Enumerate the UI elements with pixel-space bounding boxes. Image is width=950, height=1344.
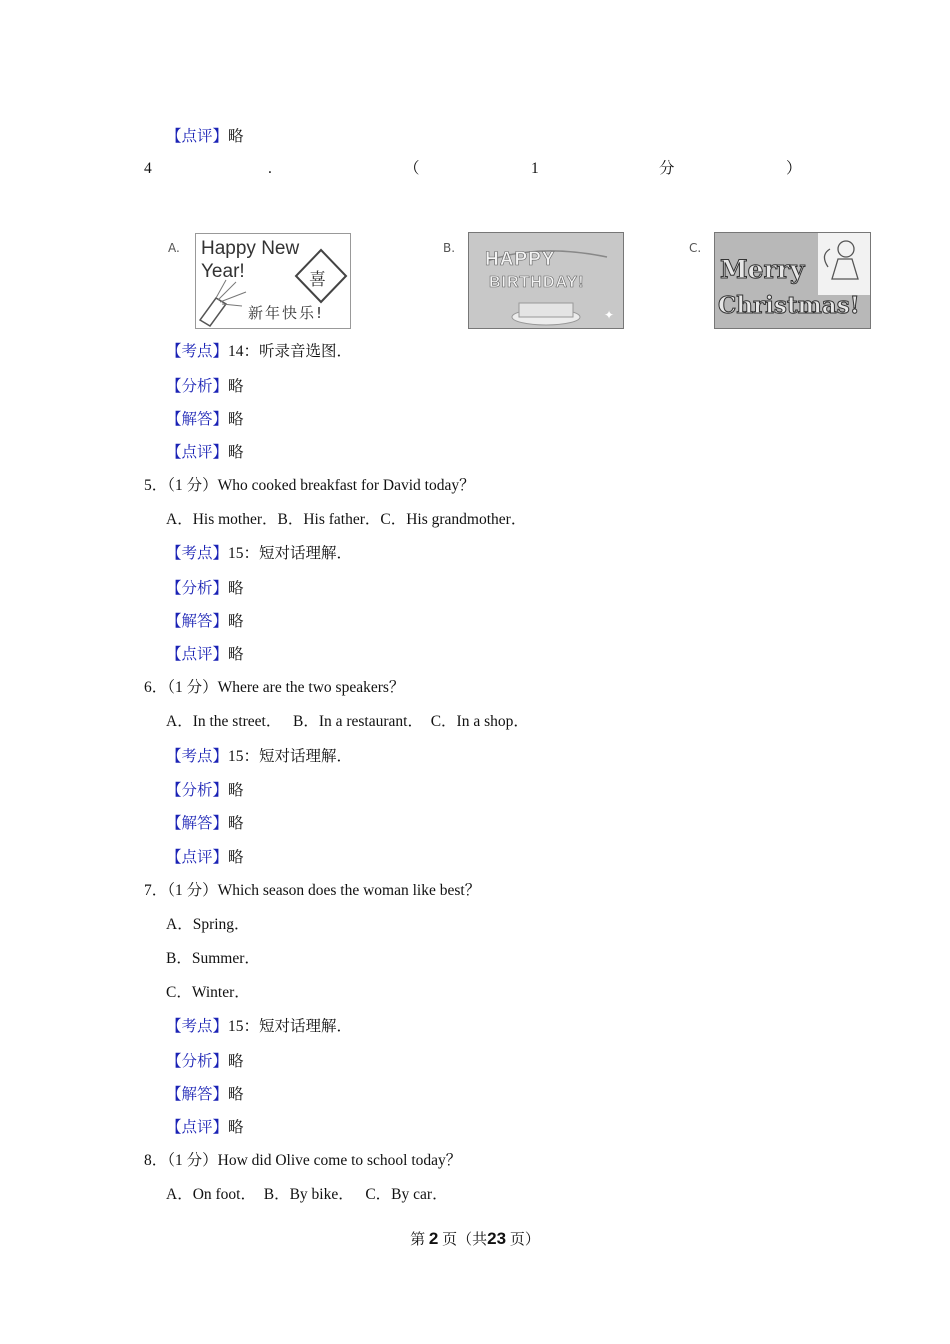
q6-stem: 6．（1 分）Where are the two speakers？ — [144, 679, 405, 696]
q4-fen: 分 — [659, 160, 675, 177]
q4-lparen: （ — [404, 160, 420, 177]
q6-kaodian — [166, 747, 352, 767]
fenxi-label: 【分析】 — [166, 1053, 229, 1070]
q6-dianping — [166, 848, 244, 868]
kaodian-value: 15：短对话理解． — [228, 545, 353, 562]
fenxi-value: 略 — [228, 1053, 244, 1070]
jieda-label: 【解答】 — [166, 815, 229, 832]
jieda-label: 【解答】 — [166, 1086, 229, 1103]
q4-number: 4 — [144, 160, 152, 177]
pic-a-firecracker — [200, 298, 226, 326]
top-remark — [166, 127, 244, 147]
jieda-label: 【解答】 — [166, 613, 229, 630]
footer-prefix: 第 — [410, 1232, 426, 1248]
pic-b-text-line2: BIRTHDAY! — [489, 274, 585, 291]
jieda-label: 【解答】 — [166, 411, 229, 428]
dianping-value: 略 — [228, 849, 244, 866]
q7-option-a: A．Spring． — [166, 916, 250, 933]
q4-rparen: ） — [786, 160, 802, 177]
q6-fenxi — [166, 781, 244, 801]
pic-a-stamp: 喜 — [309, 270, 326, 290]
q5-stem: 5．（1 分）Who cooked breakfast for David today？ — [144, 477, 475, 494]
q4-kaodian — [166, 342, 352, 362]
kaodian-label: 【考点】 — [166, 748, 229, 765]
q4-score: 1 — [531, 160, 539, 177]
jieda-value: 略 — [228, 1086, 244, 1103]
pic-b-label: B. — [443, 241, 456, 255]
q6-options: A．In the street． B．In a restaurant． C．In a shop． — [166, 713, 529, 730]
q4-fenxi — [166, 377, 244, 397]
pic-c-angel-wing — [824, 249, 830, 267]
fenxi-value: 略 — [228, 580, 244, 597]
kaodian-label: 【考点】 — [166, 545, 229, 562]
dianping-value: 略 — [228, 1119, 244, 1136]
pic-c-text-line1: Merry — [720, 255, 805, 284]
footer-page-number: 2 — [428, 1229, 439, 1248]
pic-c-angel-head — [838, 241, 854, 257]
q7-fenxi — [166, 1052, 244, 1072]
q5-fenxi — [166, 579, 244, 599]
jieda-value: 略 — [228, 613, 244, 630]
jieda-value: 略 — [228, 411, 244, 428]
q7-dianping — [166, 1118, 244, 1138]
q7-option-b: B．Summer． — [166, 950, 260, 967]
page-footer — [0, 1228, 950, 1249]
dianping-label: 【点评】 — [166, 646, 229, 663]
q5-kaodian — [166, 544, 352, 564]
footer-suffix: 页） — [509, 1232, 540, 1248]
jieda-value: 略 — [228, 815, 244, 832]
pic-a-label: A. — [168, 241, 180, 255]
fenxi-label: 【分析】 — [166, 378, 229, 395]
dianping-label: 【点评】 — [166, 849, 229, 866]
remark-value: 略 — [228, 128, 244, 145]
pic-b-happy-birthday — [468, 232, 624, 329]
kaodian-value: 15：短对话理解． — [228, 748, 353, 765]
q8-stem: 8．（1 分）How did Olive come to school today？ — [144, 1152, 462, 1169]
footer-total-pages: 23 — [487, 1229, 507, 1248]
q4-heading — [0, 159, 950, 179]
pic-a-text-line2: Year! — [201, 261, 245, 282]
fenxi-value: 略 — [228, 782, 244, 799]
q8-options: A．On foot． B．By bike． C．By car． — [166, 1186, 448, 1203]
pic-c-angel — [818, 233, 870, 295]
pic-a-text-line1: Happy New — [201, 238, 300, 259]
q4-dianping — [166, 443, 244, 463]
footer-mid: 页（共 — [442, 1232, 488, 1248]
pic-c-angel-body — [832, 259, 858, 279]
pic-a-spark — [216, 280, 226, 298]
pic-a-happy-new-year — [195, 233, 351, 329]
pic-c-label: C. — [689, 241, 702, 255]
pic-b-text-line1: HAPPY — [485, 249, 556, 270]
remark-label: 【点评】 — [166, 128, 229, 145]
q7-option-c: C．Winter． — [166, 984, 250, 1001]
fenxi-value: 略 — [228, 378, 244, 395]
pic-c-text-line2: Christmas! — [718, 292, 860, 319]
pic-b-sparkle: ✦ — [604, 308, 615, 322]
fenxi-label: 【分析】 — [166, 782, 229, 799]
q4-dot: . — [268, 160, 272, 177]
q7-kaodian — [166, 1017, 352, 1037]
fenxi-label: 【分析】 — [166, 580, 229, 597]
kaodian-value: 15：短对话理解． — [228, 1018, 353, 1035]
pic-c-angel-panel — [818, 233, 870, 295]
dianping-value: 略 — [228, 444, 244, 461]
q5-dianping — [166, 645, 244, 665]
q4-jieda — [166, 410, 244, 430]
dianping-label: 【点评】 — [166, 1119, 229, 1136]
pic-a-chinese: 新年快乐! — [248, 304, 325, 322]
q5-options: A．His mother．B．His father．C．His grandmother． — [166, 511, 527, 528]
kaodian-value: 14：听录音选图． — [228, 343, 353, 360]
kaodian-label: 【考点】 — [166, 343, 229, 360]
dianping-value: 略 — [228, 646, 244, 663]
kaodian-label: 【考点】 — [166, 1018, 229, 1035]
q7-jieda — [166, 1085, 244, 1105]
pic-b-cake-body — [519, 303, 573, 317]
q5-jieda — [166, 612, 244, 632]
pic-c-merry-christmas — [714, 232, 871, 329]
q7-stem: 7．（1 分）Which season does the woman like best？ — [144, 882, 481, 899]
dianping-label: 【点评】 — [166, 444, 229, 461]
q6-jieda — [166, 814, 244, 834]
